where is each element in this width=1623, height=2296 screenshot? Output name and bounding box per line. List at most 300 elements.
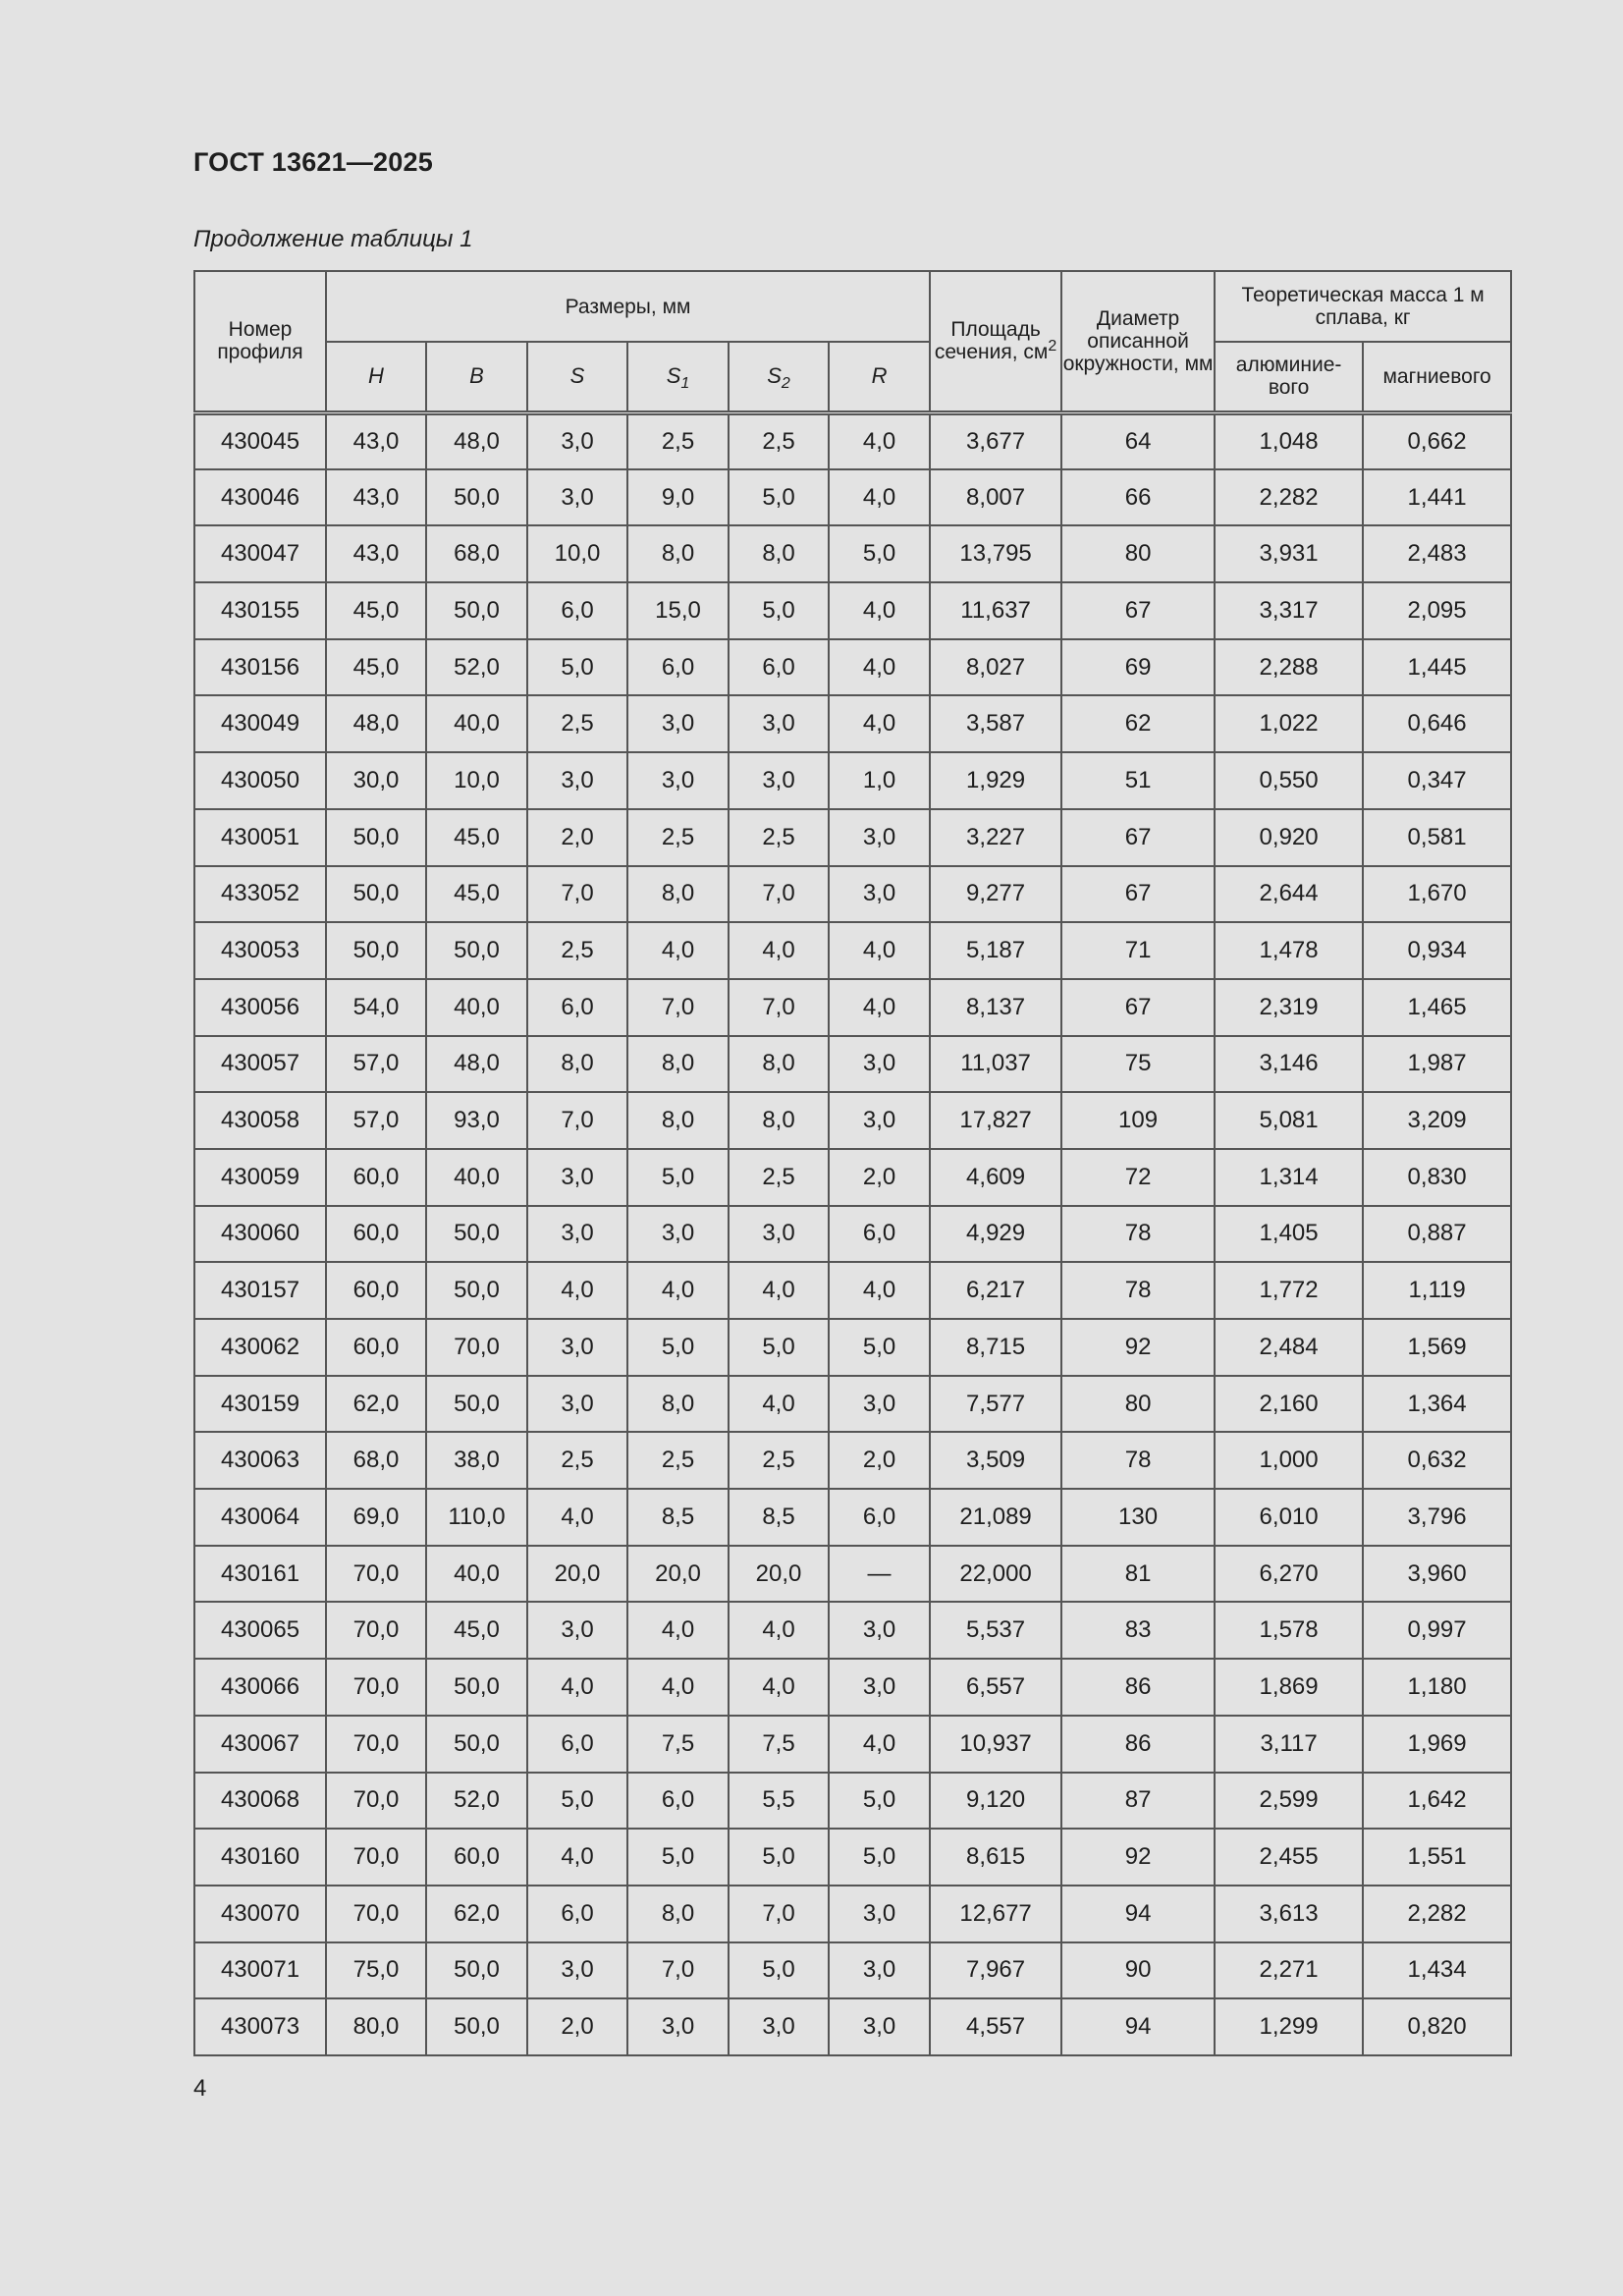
profiles-table [193, 270, 1512, 2056]
cell-b: 40,0 [426, 979, 527, 1036]
header-s1: $S_1$ [627, 342, 729, 412]
cell-h: 75,0 [326, 1942, 426, 1999]
cell-s: 8,0 [527, 1036, 627, 1093]
cell-s2: 7,0 [729, 979, 829, 1036]
cell-h: 80,0 [326, 1998, 426, 2055]
cell-r: 3,0 [829, 1602, 930, 1659]
cell-diameter: 94 [1061, 1998, 1215, 2055]
cell-mass-aluminum: 6,010 [1215, 1489, 1363, 1546]
cell-area: 11,037 [930, 1036, 1061, 1093]
cell-r: 5,0 [829, 1773, 930, 1830]
cell-h: 45,0 [326, 582, 426, 639]
cell-s2: 4,0 [729, 1659, 829, 1716]
cell-h: 60,0 [326, 1206, 426, 1263]
cell-area: 9,120 [930, 1773, 1061, 1830]
cell-diameter: 67 [1061, 809, 1215, 866]
cell-s: 6,0 [527, 1716, 627, 1773]
cell-area: 8,007 [930, 469, 1061, 526]
cell-profile-number: 430063 [194, 1432, 326, 1489]
cell-r: 3,0 [829, 1998, 930, 2055]
cell-mass-magnesium: 0,820 [1363, 1998, 1511, 2055]
cell-s: 7,0 [527, 1092, 627, 1149]
cell-s1: 7,0 [627, 979, 729, 1036]
cell-mass-aluminum: 1,299 [1215, 1998, 1363, 2055]
cell-s: 2,5 [527, 695, 627, 752]
cell-s1: 2,5 [627, 412, 729, 469]
cell-r: 4,0 [829, 695, 930, 752]
cell-mass-magnesium: 1,364 [1363, 1376, 1511, 1433]
cell-area: 5,187 [930, 922, 1061, 979]
cell-profile-number: 430056 [194, 979, 326, 1036]
cell-s1: 20,0 [627, 1546, 729, 1603]
cell-h: 57,0 [326, 1036, 426, 1093]
cell-r: 4,0 [829, 922, 930, 979]
cell-s1: 4,0 [627, 1659, 729, 1716]
page-number: 4 [193, 2075, 207, 2102]
cell-r: 6,0 [829, 1206, 930, 1263]
cell-r: 3,0 [829, 866, 930, 923]
cell-s: 7,0 [527, 866, 627, 923]
cell-b: 50,0 [426, 1659, 527, 1716]
cell-s: 3,0 [527, 1602, 627, 1659]
cell-r: 3,0 [829, 809, 930, 866]
cell-b: 50,0 [426, 1942, 527, 1999]
cell-r: 5,0 [829, 525, 930, 582]
cell-area: 7,967 [930, 1942, 1061, 1999]
cell-mass-magnesium: 0,887 [1363, 1206, 1511, 1263]
cell-s2: 2,5 [729, 809, 829, 866]
cell-s2: 5,0 [729, 1942, 829, 1999]
cell-s1: 6,0 [627, 639, 729, 696]
cell-mass-magnesium: 1,969 [1363, 1716, 1511, 1773]
cell-h: 43,0 [326, 412, 426, 469]
cell-h: 50,0 [326, 922, 426, 979]
cell-mass-magnesium: 1,569 [1363, 1319, 1511, 1376]
cell-h: 69,0 [326, 1489, 426, 1546]
cell-diameter: 90 [1061, 1942, 1215, 1999]
cell-mass-magnesium: 1,119 [1363, 1262, 1511, 1319]
table-row [194, 1036, 1511, 1093]
cell-area: 4,609 [930, 1149, 1061, 1206]
cell-s2: 7,0 [729, 866, 829, 923]
cell-diameter: 92 [1061, 1319, 1215, 1376]
cell-s: 3,0 [527, 1206, 627, 1263]
cell-area: 5,537 [930, 1602, 1061, 1659]
cell-b: 110,0 [426, 1489, 527, 1546]
cell-diameter: 78 [1061, 1432, 1215, 1489]
cell-area: 10,937 [930, 1716, 1061, 1773]
cell-s1: 4,0 [627, 1602, 729, 1659]
cell-b: 52,0 [426, 1773, 527, 1830]
cell-h: 57,0 [326, 1092, 426, 1149]
cell-s2: 2,5 [729, 412, 829, 469]
cell-profile-number: 430156 [194, 639, 326, 696]
cell-r: 3,0 [829, 1942, 930, 1999]
header-theoretical-mass: Теоретическая масса 1 м сплава, кг [1215, 271, 1511, 342]
table-row [194, 1262, 1511, 1319]
cell-mass-aluminum: 0,550 [1215, 752, 1363, 809]
cell-area: 3,677 [930, 412, 1061, 469]
cell-s1: 5,0 [627, 1319, 729, 1376]
table-row [194, 1376, 1511, 1433]
cell-diameter: 62 [1061, 695, 1215, 752]
cell-b: 45,0 [426, 866, 527, 923]
cell-s: 5,0 [527, 1773, 627, 1830]
cell-mass-magnesium: 1,180 [1363, 1659, 1511, 1716]
table-row [194, 525, 1511, 582]
cell-area: 1,929 [930, 752, 1061, 809]
cell-profile-number: 430057 [194, 1036, 326, 1093]
table-row [194, 1886, 1511, 1942]
cell-s1: 6,0 [627, 1773, 729, 1830]
header-diameter: Диаметр описанной окружности, мм [1061, 271, 1215, 412]
cell-h: 62,0 [326, 1376, 426, 1433]
cell-s: 2,0 [527, 1998, 627, 2055]
table-row [194, 1773, 1511, 1830]
cell-area: 13,795 [930, 525, 1061, 582]
cell-s: 4,0 [527, 1262, 627, 1319]
cell-s: 3,0 [527, 412, 627, 469]
header-h: H [326, 342, 426, 412]
cell-mass-aluminum: 2,644 [1215, 866, 1363, 923]
cell-b: 40,0 [426, 1149, 527, 1206]
cell-mass-magnesium: 1,465 [1363, 979, 1511, 1036]
cell-s2: 2,5 [729, 1432, 829, 1489]
cell-r: 3,0 [829, 1092, 930, 1149]
cell-profile-number: 430071 [194, 1942, 326, 1999]
cell-diameter: 94 [1061, 1886, 1215, 1942]
cell-r: 3,0 [829, 1036, 930, 1093]
table-row [194, 412, 1511, 469]
cell-s: 3,0 [527, 1319, 627, 1376]
cell-s2: 8,0 [729, 1036, 829, 1093]
header-r: R [829, 342, 930, 412]
cell-s: 4,0 [527, 1659, 627, 1716]
cell-s: 3,0 [527, 1942, 627, 1999]
cell-mass-magnesium: 0,662 [1363, 412, 1511, 469]
cell-area: 8,615 [930, 1829, 1061, 1886]
cell-s: 2,0 [527, 809, 627, 866]
cell-diameter: 109 [1061, 1092, 1215, 1149]
cell-s2: 3,0 [729, 1206, 829, 1263]
table-row [194, 1829, 1511, 1886]
cell-s2: 4,0 [729, 922, 829, 979]
cell-profile-number: 430051 [194, 809, 326, 866]
cell-h: 43,0 [326, 525, 426, 582]
cell-b: 62,0 [426, 1886, 527, 1942]
cell-h: 50,0 [326, 809, 426, 866]
cell-area: 3,509 [930, 1432, 1061, 1489]
cell-area: 17,827 [930, 1092, 1061, 1149]
cell-mass-magnesium: 1,441 [1363, 469, 1511, 526]
cell-b: 50,0 [426, 1998, 527, 2055]
cell-b: 50,0 [426, 1376, 527, 1433]
cell-mass-aluminum: 1,022 [1215, 695, 1363, 752]
cell-diameter: 80 [1061, 525, 1215, 582]
cell-area: 6,217 [930, 1262, 1061, 1319]
header-s: S [527, 342, 627, 412]
cell-b: 70,0 [426, 1319, 527, 1376]
cell-s1: 8,0 [627, 525, 729, 582]
cell-s2: 4,0 [729, 1602, 829, 1659]
cell-s2: 5,0 [729, 582, 829, 639]
cell-s1: 8,0 [627, 1886, 729, 1942]
header-s2: $S_2$ [729, 342, 829, 412]
cell-area: 3,587 [930, 695, 1061, 752]
cell-h: 70,0 [326, 1546, 426, 1603]
cell-area: 6,557 [930, 1659, 1061, 1716]
cell-profile-number: 430049 [194, 695, 326, 752]
cell-area: 9,277 [930, 866, 1061, 923]
cell-area: 3,227 [930, 809, 1061, 866]
cell-mass-magnesium: 2,483 [1363, 525, 1511, 582]
cell-b: 10,0 [426, 752, 527, 809]
cell-h: 50,0 [326, 866, 426, 923]
cell-mass-aluminum: 1,578 [1215, 1602, 1363, 1659]
cell-profile-number: 430053 [194, 922, 326, 979]
cell-profile-number: 430064 [194, 1489, 326, 1546]
cell-s1: 9,0 [627, 469, 729, 526]
cell-h: 60,0 [326, 1319, 426, 1376]
cell-s: 6,0 [527, 979, 627, 1036]
cell-s2: 8,5 [729, 1489, 829, 1546]
header-area: Площадь сечения, $см^2$ [930, 271, 1061, 412]
table-row [194, 1432, 1511, 1489]
cell-diameter: 71 [1061, 922, 1215, 979]
cell-mass-aluminum: 3,317 [1215, 582, 1363, 639]
cell-area: 11,637 [930, 582, 1061, 639]
cell-h: 48,0 [326, 695, 426, 752]
cell-area: 4,557 [930, 1998, 1061, 2055]
cell-b: 68,0 [426, 525, 527, 582]
table-row [194, 1206, 1511, 1263]
cell-s2: 5,0 [729, 1829, 829, 1886]
cell-diameter: 83 [1061, 1602, 1215, 1659]
cell-r: 4,0 [829, 469, 930, 526]
cell-mass-magnesium: 1,551 [1363, 1829, 1511, 1886]
cell-mass-magnesium: 2,095 [1363, 582, 1511, 639]
cell-s1: 2,5 [627, 1432, 729, 1489]
cell-r: 2,0 [829, 1149, 930, 1206]
cell-s: 6,0 [527, 582, 627, 639]
cell-mass-magnesium: 1,642 [1363, 1773, 1511, 1830]
cell-profile-number: 430045 [194, 412, 326, 469]
cell-h: 70,0 [326, 1886, 426, 1942]
cell-mass-aluminum: 2,271 [1215, 1942, 1363, 1999]
cell-mass-magnesium: 2,282 [1363, 1886, 1511, 1942]
cell-s: 4,0 [527, 1829, 627, 1886]
cell-b: 40,0 [426, 695, 527, 752]
cell-s2: 5,0 [729, 1319, 829, 1376]
cell-h: 45,0 [326, 639, 426, 696]
table-row [194, 469, 1511, 526]
cell-diameter: 81 [1061, 1546, 1215, 1603]
table-row [194, 979, 1511, 1036]
cell-s2: 6,0 [729, 639, 829, 696]
cell-h: 54,0 [326, 979, 426, 1036]
cell-b: 40,0 [426, 1546, 527, 1603]
cell-profile-number: 433052 [194, 866, 326, 923]
cell-s1: 8,0 [627, 1036, 729, 1093]
cell-mass-aluminum: 2,160 [1215, 1376, 1363, 1433]
cell-mass-magnesium: 0,646 [1363, 695, 1511, 752]
cell-mass-aluminum: 2,455 [1215, 1829, 1363, 1886]
cell-s2: 4,0 [729, 1376, 829, 1433]
cell-b: 50,0 [426, 1716, 527, 1773]
cell-s1: 4,0 [627, 1262, 729, 1319]
cell-area: 12,677 [930, 1886, 1061, 1942]
cell-b: 48,0 [426, 1036, 527, 1093]
cell-mass-aluminum: 1,869 [1215, 1659, 1363, 1716]
cell-r: — [829, 1546, 930, 1603]
cell-profile-number: 430155 [194, 582, 326, 639]
cell-s1: 3,0 [627, 1206, 729, 1263]
cell-r: 3,0 [829, 1659, 930, 1716]
cell-diameter: 86 [1061, 1716, 1215, 1773]
cell-diameter: 130 [1061, 1489, 1215, 1546]
cell-b: 50,0 [426, 1262, 527, 1319]
cell-mass-magnesium: 1,434 [1363, 1942, 1511, 1999]
cell-mass-aluminum: 3,613 [1215, 1886, 1363, 1942]
cell-r: 3,0 [829, 1376, 930, 1433]
cell-area: 22,000 [930, 1546, 1061, 1603]
table-row [194, 1998, 1511, 2055]
table-row [194, 809, 1511, 866]
table-caption: Продолжение таблицы 1 [193, 226, 473, 252]
cell-mass-magnesium: 1,987 [1363, 1036, 1511, 1093]
cell-h: 70,0 [326, 1773, 426, 1830]
cell-mass-aluminum: 1,405 [1215, 1206, 1363, 1263]
cell-s: 3,0 [527, 1376, 627, 1433]
cell-s: 10,0 [527, 525, 627, 582]
cell-s2: 4,0 [729, 1262, 829, 1319]
cell-h: 68,0 [326, 1432, 426, 1489]
cell-r: 6,0 [829, 1489, 930, 1546]
cell-diameter: 69 [1061, 639, 1215, 696]
cell-profile-number: 430067 [194, 1716, 326, 1773]
cell-s2: 7,0 [729, 1886, 829, 1942]
cell-r: 5,0 [829, 1319, 930, 1376]
table-row [194, 1659, 1511, 1716]
cell-h: 30,0 [326, 752, 426, 809]
cell-s: 2,5 [527, 1432, 627, 1489]
cell-s1: 7,5 [627, 1716, 729, 1773]
cell-diameter: 67 [1061, 979, 1215, 1036]
cell-s: 3,0 [527, 1149, 627, 1206]
cell-diameter: 72 [1061, 1149, 1215, 1206]
cell-profile-number: 430157 [194, 1262, 326, 1319]
cell-s1: 3,0 [627, 695, 729, 752]
cell-mass-magnesium: 0,347 [1363, 752, 1511, 809]
header-b: B [426, 342, 527, 412]
cell-profile-number: 430065 [194, 1602, 326, 1659]
table-row [194, 695, 1511, 752]
table-row [194, 922, 1511, 979]
cell-b: 45,0 [426, 1602, 527, 1659]
cell-s: 5,0 [527, 639, 627, 696]
cell-s2: 20,0 [729, 1546, 829, 1603]
cell-s1: 4,0 [627, 922, 729, 979]
cell-mass-magnesium: 0,581 [1363, 809, 1511, 866]
cell-mass-magnesium: 1,670 [1363, 866, 1511, 923]
document-header: ГОСТ 13621—2025 [193, 147, 433, 177]
cell-profile-number: 430073 [194, 1998, 326, 2055]
cell-r: 4,0 [829, 1262, 930, 1319]
cell-h: 43,0 [326, 469, 426, 526]
cell-profile-number: 430046 [194, 469, 326, 526]
cell-mass-magnesium: 3,209 [1363, 1092, 1511, 1149]
cell-s1: 8,0 [627, 1376, 729, 1433]
cell-profile-number: 430160 [194, 1829, 326, 1886]
cell-s: 4,0 [527, 1489, 627, 1546]
cell-profile-number: 430070 [194, 1886, 326, 1942]
cell-profile-number: 430062 [194, 1319, 326, 1376]
cell-s1: 15,0 [627, 582, 729, 639]
cell-mass-aluminum: 2,282 [1215, 469, 1363, 526]
cell-mass-magnesium: 1,445 [1363, 639, 1511, 696]
cell-profile-number: 430161 [194, 1546, 326, 1603]
cell-mass-aluminum: 3,146 [1215, 1036, 1363, 1093]
cell-profile-number: 430047 [194, 525, 326, 582]
cell-diameter: 66 [1061, 469, 1215, 526]
cell-area: 8,715 [930, 1319, 1061, 1376]
cell-s: 2,5 [527, 922, 627, 979]
cell-profile-number: 430066 [194, 1659, 326, 1716]
cell-b: 50,0 [426, 582, 527, 639]
table-row [194, 1092, 1511, 1149]
cell-mass-aluminum: 2,599 [1215, 1773, 1363, 1830]
header-magnesium: магниевого [1363, 342, 1511, 412]
cell-s1: 2,5 [627, 809, 729, 866]
cell-mass-aluminum: 1,048 [1215, 412, 1363, 469]
cell-mass-magnesium: 0,830 [1363, 1149, 1511, 1206]
cell-profile-number: 430159 [194, 1376, 326, 1433]
cell-s1: 7,0 [627, 1942, 729, 1999]
table-row [194, 1489, 1511, 1546]
cell-h: 60,0 [326, 1149, 426, 1206]
cell-b: 50,0 [426, 922, 527, 979]
cell-h: 70,0 [326, 1659, 426, 1716]
table-row [194, 1319, 1511, 1376]
cell-s1: 8,0 [627, 1092, 729, 1149]
table-row [194, 1942, 1511, 1999]
table-row [194, 1546, 1511, 1603]
cell-s: 3,0 [527, 752, 627, 809]
cell-mass-magnesium: 0,997 [1363, 1602, 1511, 1659]
cell-profile-number: 430059 [194, 1149, 326, 1206]
cell-mass-aluminum: 2,288 [1215, 639, 1363, 696]
table-body [194, 412, 1511, 2055]
table-row [194, 1602, 1511, 1659]
cell-diameter: 87 [1061, 1773, 1215, 1830]
cell-mass-magnesium: 0,632 [1363, 1432, 1511, 1489]
cell-mass-aluminum: 2,484 [1215, 1319, 1363, 1376]
cell-area: 8,137 [930, 979, 1061, 1036]
cell-diameter: 78 [1061, 1206, 1215, 1263]
table-row [194, 1716, 1511, 1773]
cell-mass-aluminum: 1,314 [1215, 1149, 1363, 1206]
cell-profile-number: 430060 [194, 1206, 326, 1263]
cell-s: 20,0 [527, 1546, 627, 1603]
cell-s2: 5,5 [729, 1773, 829, 1830]
cell-r: 5,0 [829, 1829, 930, 1886]
cell-mass-magnesium: 3,960 [1363, 1546, 1511, 1603]
cell-profile-number: 430058 [194, 1092, 326, 1149]
cell-s: 3,0 [527, 469, 627, 526]
cell-diameter: 86 [1061, 1659, 1215, 1716]
cell-mass-aluminum: 1,772 [1215, 1262, 1363, 1319]
header-profile-number: Номер профиля [194, 271, 326, 412]
